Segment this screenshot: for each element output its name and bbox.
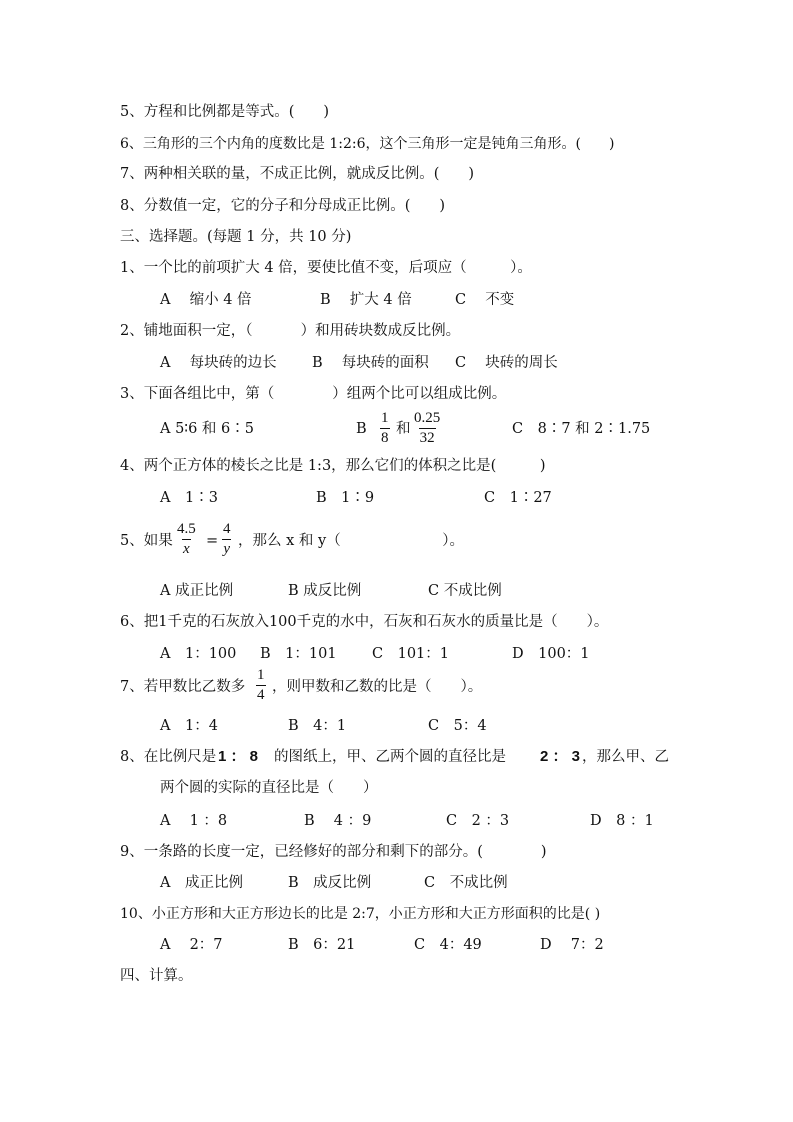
- question-9-stem: 9、一条路的长度一定，已经修好的部分和剩下的部分。( ): [120, 844, 547, 860]
- question-3-stem: 3、下面各组比中，第（ ）组两个比可以组成比例。: [120, 386, 507, 402]
- question-5-equals: =: [206, 533, 219, 549]
- question-10-option-c: C 4：49: [414, 937, 482, 953]
- question-7-suffix: ，则甲数和乙数的比是（ ）。: [272, 679, 483, 695]
- question-5-prefix: 5、如果: [120, 533, 173, 549]
- question-9-option-a: A 成正比例: [160, 875, 243, 891]
- question-3-option-a: A 5∶6 和 6∶5: [160, 421, 254, 437]
- question-9-option-b: B 成反比例: [288, 875, 372, 891]
- question-7-option-c: C 5：4: [428, 718, 487, 734]
- question-10-stem: 10、小正方形和大正方形边长的比是 2:7，小正方形和大正方形面积的比是( ): [120, 906, 601, 922]
- question-5-option-a: A 成正比例: [160, 583, 234, 599]
- question-5-suffix: ，那么 x 和 y（ ）。: [238, 533, 464, 549]
- fraction-numerator: 4.5: [177, 521, 196, 537]
- question-7-option-b: B 4：1: [288, 718, 347, 734]
- question-8-option-d: D 8 ：1: [590, 813, 654, 829]
- fraction-numerator: 1: [381, 410, 389, 426]
- question-8-stem-c: ，那么甲、乙: [582, 749, 669, 765]
- fraction-numerator: 4: [223, 521, 231, 537]
- question-2-option-b: B 每块砖的面积: [312, 355, 429, 371]
- question-8-scale-ratio: 1 ： 8: [218, 748, 259, 765]
- fraction-denominator: y: [223, 541, 231, 557]
- question-6-option-a: A 1：100: [160, 646, 237, 662]
- question-6-option-c: C 101：1: [372, 646, 449, 662]
- question-4-option-b: B 1∶9: [316, 490, 375, 506]
- judgement-item-8: 8、分数值一定，它的分子和分母成正比例。( ): [120, 198, 446, 214]
- question-1-stem: 1、一个比的前项扩大 4 倍，要使比值不变，后项应（ ）。: [120, 260, 532, 276]
- question-3-option-b-label: B: [356, 421, 367, 437]
- section-title-choice: 三、选择题。(每题 1 分，共 10 分): [120, 229, 352, 245]
- question-1-option-c: C 不变: [455, 292, 515, 308]
- fraction-denominator: 8: [381, 430, 389, 446]
- question-1-option-b: B 扩大 4 倍: [320, 292, 412, 308]
- question-3-option-c: C 8∶7 和 2∶1.75: [512, 421, 651, 437]
- question-4-stem: 4、两个正方体的棱长之比是 1:3，那么它们的体积之比是( ): [120, 458, 546, 474]
- question-8-stem-b: 的图纸上，甲、乙两个圆的直径比是: [274, 749, 506, 765]
- question-1-option-a: A 缩小 4 倍: [160, 292, 252, 308]
- question-5-fraction-2: [222, 521, 232, 558]
- question-5-option-b: B 成反比例: [288, 583, 362, 599]
- question-2-option-a: A 每块砖的边长: [160, 355, 277, 371]
- question-7-option-a: A 1：4: [160, 718, 218, 734]
- question-4-option-a: A 1∶3: [160, 490, 218, 506]
- question-10-option-d: D 7：2: [540, 937, 604, 953]
- question-8-option-c: C 2 ：3: [446, 813, 510, 829]
- question-10-option-b: B 6：21: [288, 937, 356, 953]
- question-8-diameter-ratio: 2 ： 3: [540, 748, 581, 765]
- question-10-option-a: A 2：7: [160, 937, 223, 953]
- fraction-denominator: 4: [257, 687, 265, 703]
- question-6-stem: 6、把1千克的石灰放入100千克的水中，石灰和石灰水的质量比是（ ）。: [120, 614, 609, 630]
- question-3-option-b-and: 和: [396, 421, 411, 437]
- question-2-option-c: C 块砖的周长: [455, 355, 558, 371]
- question-3-fraction-2: [413, 410, 441, 447]
- question-4-option-c: C 1∶27: [484, 490, 552, 506]
- judgement-item-6: 6、三角形的三个内角的度数比是 1:2:6，这个三角形一定是钝角三角形。( ): [120, 136, 615, 152]
- question-8-stem-line2: 两个圆的实际的直径比是（ ）: [160, 780, 378, 796]
- question-8-option-a: A 1 ：8: [160, 813, 228, 829]
- question-6-option-b: B 1：101: [260, 646, 337, 662]
- judgement-item-5: 5、方程和比例都是等式。( ): [120, 104, 330, 120]
- question-7-prefix: 7、若甲数比乙数多: [120, 679, 246, 695]
- question-3-fraction-1: [380, 410, 390, 447]
- question-9-option-c: C 不成比例: [424, 875, 508, 891]
- question-2-stem: 2、铺地面积一定，（ ）和用砖块数成反比例。: [120, 323, 461, 339]
- question-8-stem-a: 8、在比例尺是: [120, 749, 217, 765]
- fraction-numerator: 1: [257, 667, 265, 683]
- question-7-fraction: [256, 667, 266, 704]
- question-5-fraction-1: [176, 521, 197, 558]
- section-title-calculation: 四、计算。: [120, 968, 193, 984]
- fraction-denominator: x: [183, 541, 190, 557]
- judgement-item-7: 7、两种相关联的量，不成正比例，就成反比例。( ): [120, 166, 475, 182]
- fraction-numerator: 0.25: [414, 410, 441, 426]
- question-8-option-b: B 4 ：9: [304, 813, 372, 829]
- fraction-denominator: 32: [419, 430, 435, 446]
- question-6-option-d: D 100：1: [512, 646, 590, 662]
- question-5-option-c: C 不成比例: [428, 583, 502, 599]
